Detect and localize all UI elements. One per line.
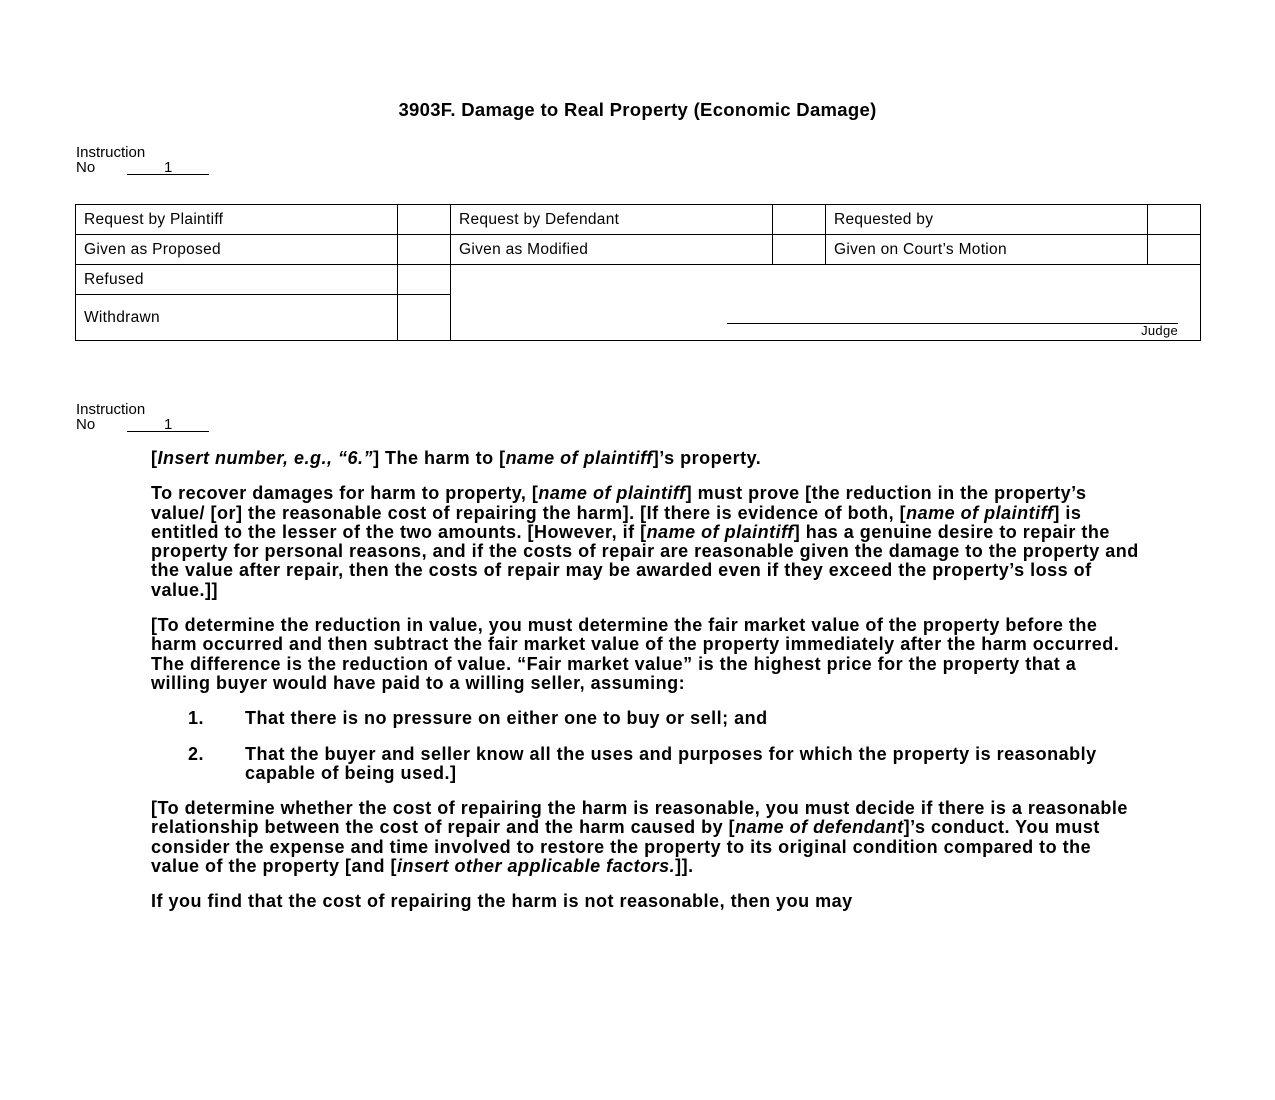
request-disposition-table xyxy=(75,204,1201,341)
list-item xyxy=(151,709,1141,728)
judge-signature-line xyxy=(727,323,1178,324)
given-as-proposed-checkbox[interactable] xyxy=(398,235,451,265)
given-as-modified-label: Given as Modified xyxy=(451,235,773,265)
list-item xyxy=(151,745,1141,784)
list-item-number: 2. xyxy=(188,743,205,764)
placeholder-name-of-defendant: name of defendant xyxy=(735,817,904,838)
placeholder-insert-number: Insert number, e.g., “6.” xyxy=(157,448,374,468)
request-by-plaintiff-checkbox[interactable] xyxy=(398,205,451,235)
list-item-number: 1. xyxy=(188,708,205,729)
instruction-label: Instruction xyxy=(76,144,146,161)
instruction-no-label: No xyxy=(76,159,96,176)
instruction-number-block-2 xyxy=(76,402,209,432)
list-item-text: That there is no pressure on either one to buy or sell; and xyxy=(245,708,768,729)
requested-by-checkbox[interactable] xyxy=(1148,205,1201,235)
given-on-courts-motion-checkbox[interactable] xyxy=(1148,235,1201,265)
instruction-heading-paragraph: [Insert number, e.g., “6.”] The harm to [name of plaintiff]’s property. xyxy=(151,448,762,468)
reduction-in-value-paragraph: [To determine the reduction in value, you must determine the fair market value of the property before the harm occurred and then subtract the fair market value of the property immediately after the harm occurred. The difference is the reduction of value. “Fair market value” is the highest price for the property that a willing buyer would have paid to a willing seller, assuming: xyxy=(151,615,1120,693)
instruction-number-block xyxy=(76,145,209,175)
instruction-body xyxy=(151,449,1141,928)
request-by-defendant-label: Request by Defendant xyxy=(451,205,773,235)
placeholder-name-of-plaintiff: name of plaintiff xyxy=(646,521,794,542)
judge-signature-area[interactable] xyxy=(451,265,1201,341)
recover-damages-paragraph: To recover damages for harm to property, [name of plaintiff] must prove [the reduction in the property’s value/ [or] the reasonable cost of repairing the harm]. [If there is evidence of both, [name of plaintiff] is entitled to the lesser of the two amounts. [However, if [name of plaintiff] has a genuine desire to repair the property for personal reasons, and if the costs of repair are reasonable given the damage to the property and the value after repair, then the costs of repair may be awarded even if they exceed the property’s loss of value.]] xyxy=(151,483,1139,600)
refused-checkbox[interactable] xyxy=(398,265,451,295)
placeholder-other-factors: insert other applicable factors. xyxy=(397,856,676,877)
instruction-number: 1 xyxy=(127,161,209,175)
instruction-label: Instruction xyxy=(76,401,146,418)
given-as-proposed-label: Given as Proposed xyxy=(76,235,398,265)
withdrawn-label: Withdrawn xyxy=(76,295,398,341)
cost-of-repair-paragraph: [To determine whether the cost of repairing the harm is reasonable, you must decide if there is a reasonable relationship between the cost of repair and the harm caused by [name of defendant]’s conduct. You must consider the expense and time involved to restore the property to its original condition compared to the value of the property [and [insert other applicable factors.]]. xyxy=(151,798,1128,877)
instruction-no-label: No xyxy=(76,416,96,433)
given-as-modified-checkbox[interactable] xyxy=(773,235,826,265)
withdrawn-checkbox[interactable] xyxy=(398,295,451,341)
placeholder-name-of-plaintiff: name of plaintiff xyxy=(538,483,686,504)
page-title: 3903F. Damage to Real Property (Economic Damage) xyxy=(398,99,877,120)
placeholder-name-of-plaintiff: name of plaintiff xyxy=(505,448,653,468)
placeholder-name-of-plaintiff: name of plaintiff xyxy=(906,502,1054,523)
refused-label: Refused xyxy=(76,265,398,295)
judge-label: Judge xyxy=(1141,323,1178,338)
given-on-courts-motion-label: Given on Court’s Motion xyxy=(826,235,1148,265)
not-reasonable-paragraph: If you find that the cost of repairing the harm is not reasonable, then you may xyxy=(151,891,853,912)
request-by-plaintiff-label: Request by Plaintiff xyxy=(76,205,398,235)
request-by-defendant-checkbox[interactable] xyxy=(773,205,826,235)
list-item-text: That the buyer and seller know all the uses and purposes for which the property is reasonably capable of being used.] xyxy=(245,743,1097,783)
requested-by-label: Requested by xyxy=(826,205,1148,235)
instruction-number: 1 xyxy=(127,418,209,432)
